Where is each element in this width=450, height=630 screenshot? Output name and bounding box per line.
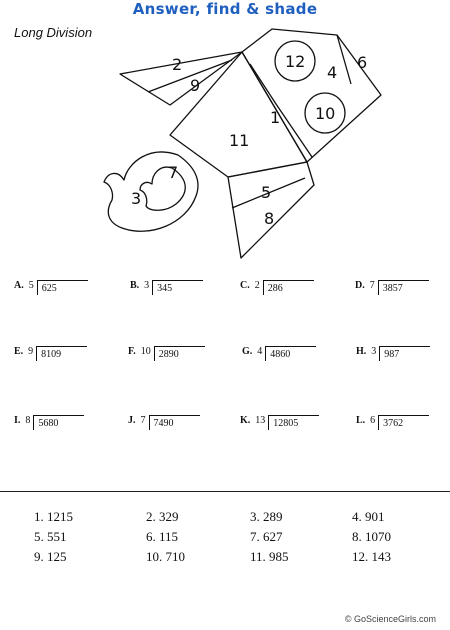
problem-l [356,415,429,430]
region-number: 11 [229,131,250,150]
answer-value: 329 [159,509,179,524]
problem-dividend: 3857 [378,280,429,295]
shape-body-divider [250,64,312,157]
rocket-picture [0,0,450,270]
answer-number: 8. [352,529,362,544]
problem-label: B. [130,280,140,291]
answer-number: 12. [352,549,369,564]
answer-item [250,509,283,525]
region-number: 3 [131,189,142,208]
problem-label: G. [242,346,253,357]
answer-number: 9. [34,549,44,564]
answer-value: 1215 [47,509,73,524]
region-number: 10 [315,104,336,123]
problem-j [128,415,200,430]
answer-number: 11. [250,549,266,564]
problem-dividend: 345 [152,280,203,295]
answer-value: 115 [159,529,179,544]
problem-divisor: 13 [255,415,266,426]
problem-divisor: 3 [371,346,377,357]
problem-g [242,346,316,361]
answer-item [146,529,178,545]
region-number: 6 [357,53,368,72]
region-number: 1 [270,108,281,127]
answer-number: 6. [146,529,156,544]
problem-divisor: 6 [370,415,376,426]
problem-b [130,280,203,295]
region-number: 9 [190,76,201,95]
answer-item [34,509,73,525]
problem-dividend: 987 [379,346,430,361]
problem-c [240,280,314,295]
problem-divisor: 10 [140,346,151,357]
problem-f [128,346,205,361]
problem-divisor: 5 [28,280,34,291]
problem-divisor: 7 [369,280,375,291]
problem-label: H. [356,346,367,357]
answer-number: 2. [146,509,156,524]
problem-h [356,346,430,361]
problem-divisor: 9 [28,346,34,357]
answer-number: 10. [146,549,163,564]
answer-item [250,549,289,565]
answer-item [352,549,391,565]
answer-value: 627 [263,529,283,544]
shape-flame-inner [140,167,185,210]
region-number: 5 [261,183,272,202]
problem-dividend: 286 [263,280,314,295]
answer-item [352,529,391,545]
answer-value: 710 [165,549,185,564]
answer-item [352,509,385,525]
worksheet-title: Answer, find & shade [132,0,318,18]
problem-a [14,280,88,295]
answer-item [146,549,185,565]
problem-d [355,280,429,295]
copyright-text: © GoScienceGirls.com [344,614,436,624]
divider-line [0,491,450,492]
region-number: 4 [327,63,338,82]
problem-dividend: 3762 [378,415,429,430]
answer-value: 901 [365,509,385,524]
answer-item [250,529,283,545]
problem-dividend: 4860 [265,346,316,361]
region-number: 12 [285,52,306,71]
problem-k [240,415,319,430]
problem-dividend: 5680 [33,415,84,430]
problem-label: K. [240,415,251,426]
problem-label: C. [240,280,250,291]
problem-label: J. [128,415,136,426]
problem-divisor: 4 [257,346,263,357]
problem-divisor: 7 [140,415,146,426]
answer-item [34,549,67,565]
problem-e [14,346,87,361]
answer-number: 3. [250,509,260,524]
problem-dividend: 7490 [149,415,200,430]
problem-divisor: 2 [254,280,260,291]
problem-divisor: 3 [144,280,150,291]
answer-number: 7. [250,529,260,544]
problem-divisor: 8 [25,415,31,426]
region-number: 8 [264,209,275,228]
region-number: 2 [172,55,183,74]
answer-number: 4. [352,509,362,524]
answer-number: 5. [34,529,44,544]
answer-item [34,529,67,545]
answer-number: 1. [34,509,44,524]
answer-value: 985 [269,549,289,564]
region-number: 7 [168,163,179,182]
problem-label: F. [128,346,136,357]
answer-value: 143 [371,549,391,564]
shape-flame-outer [104,152,198,231]
problem-label: L. [356,415,366,426]
shape-nose-divider [337,35,351,84]
problem-label: A. [14,280,24,291]
problem-dividend: 625 [37,280,88,295]
answer-item [146,509,179,525]
answer-value: 125 [47,549,67,564]
answer-value: 551 [47,529,67,544]
answer-value: 1070 [365,529,391,544]
problem-dividend: 2890 [154,346,205,361]
problem-dividend: 8109 [36,346,87,361]
problem-i [14,415,84,430]
problem-label: D. [355,280,365,291]
problem-label: I. [14,415,21,426]
problem-label: E. [14,346,24,357]
worksheet-subtitle: Long Division [14,25,93,40]
answer-value: 289 [263,509,283,524]
problem-dividend: 12805 [268,415,319,430]
